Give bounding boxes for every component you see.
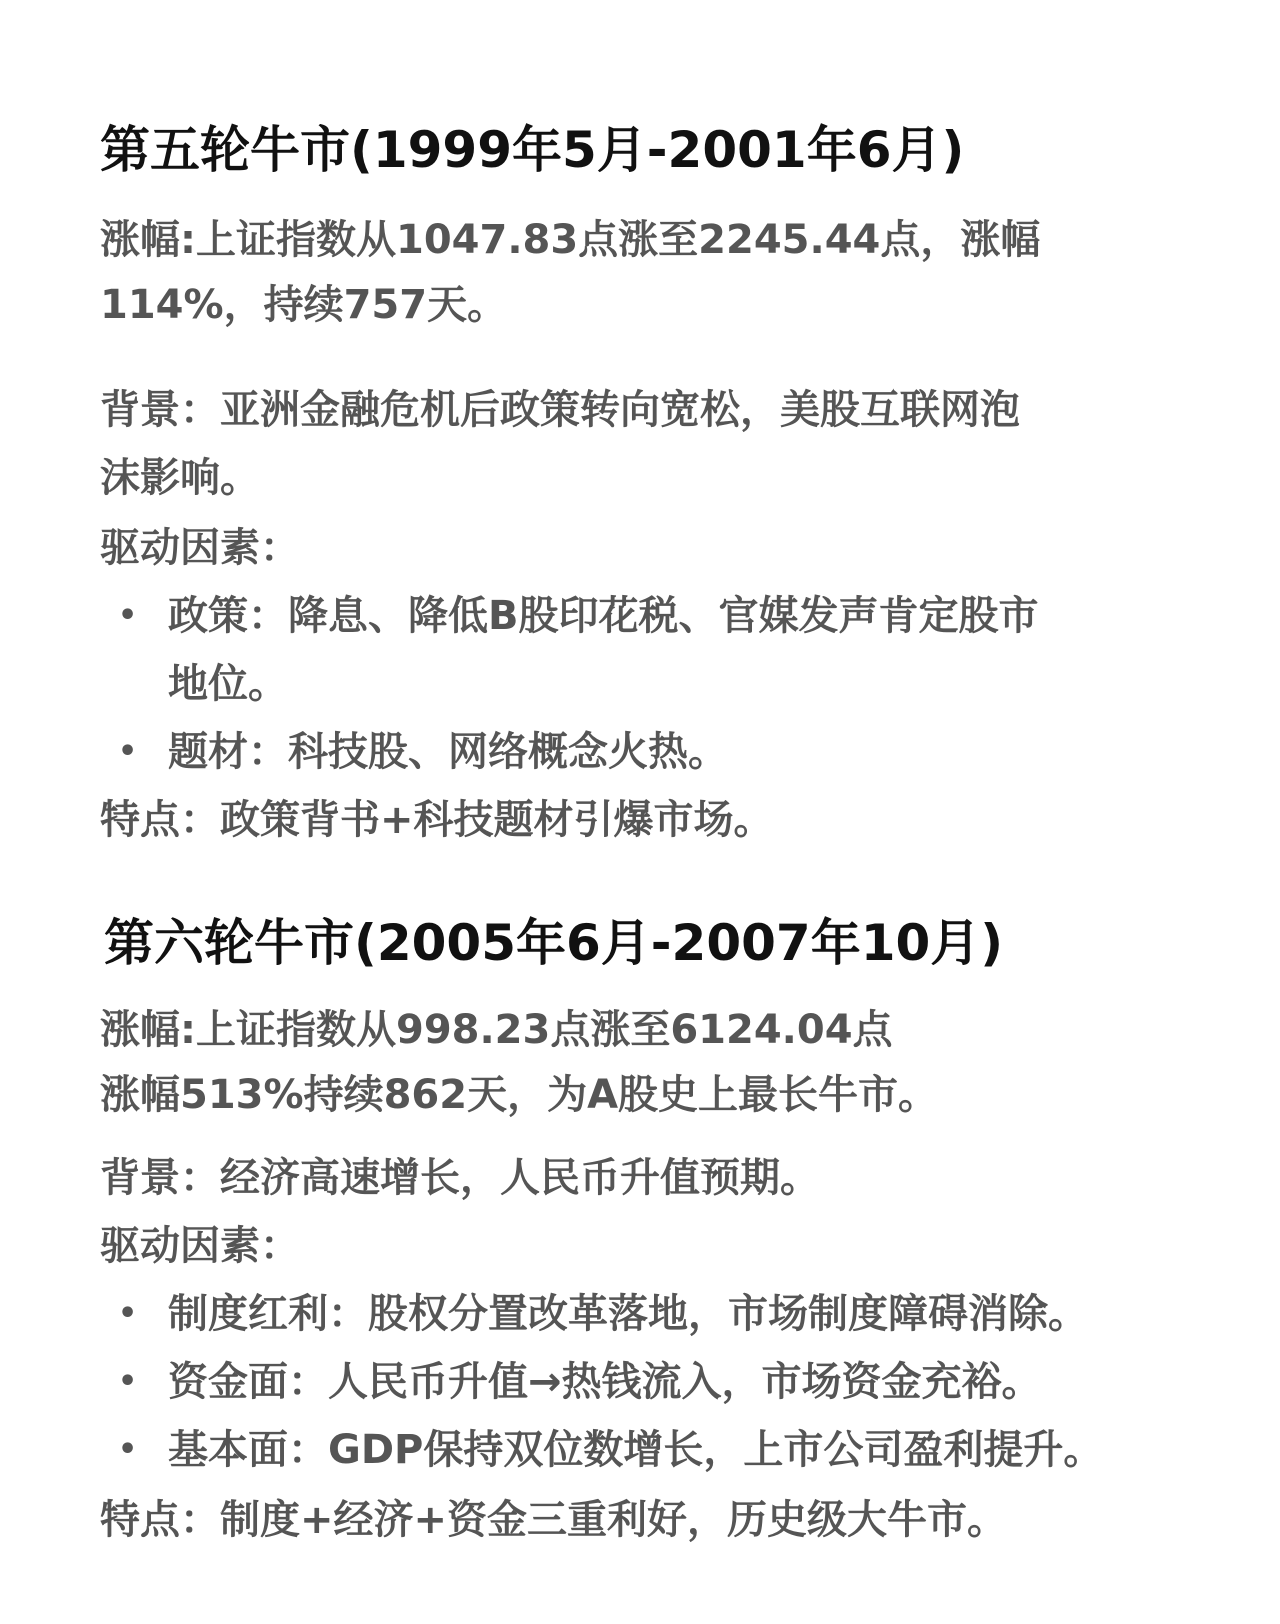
- bullet-icon: •: [118, 734, 138, 769]
- section1-background-line2: 沫影响。: [100, 455, 260, 501]
- section1-gain-line2: 114%，持续757天。: [100, 282, 508, 328]
- section1-drivers-label: 驱动因素：: [100, 525, 300, 571]
- section1-features: 特点：政策背书+科技题材引爆市场。: [100, 797, 774, 843]
- section2-bullet3: 基本面：GDP保持双位数增长，上市公司盈利提升。: [168, 1427, 1104, 1473]
- section2-bullet1: 制度红利：股权分置改革落地，市场制度障碍消除。: [168, 1291, 1088, 1337]
- section2-gain-line2: 涨幅513%持续862天，为A股史上最长牛市。: [100, 1072, 939, 1118]
- bullet-icon: •: [118, 1432, 138, 1467]
- section1-gain-line1: 涨幅:上证指数从1047.83点涨至2245.44点，涨幅: [100, 217, 1041, 263]
- section1-bullet1-line1: 政策：降息、降低B股印花税、官媒发声肯定股市: [168, 593, 1039, 639]
- section1-bullet1-line2: 地位。: [168, 661, 288, 707]
- section2-background: 背景：经济高速增长，人民币升值预期。: [100, 1155, 820, 1201]
- bullet-icon: •: [118, 598, 138, 633]
- bullet-icon: •: [118, 1364, 138, 1399]
- section2-bullet2: 资金面：人民币升值→热钱流入，市场资金充裕。: [168, 1359, 1042, 1405]
- section1-bullet2: 题材：科技股、网络概念火热。: [168, 729, 728, 775]
- section1-background-line1: 背景：亚洲金融危机后政策转向宽松，美股互联网泡: [100, 387, 1020, 433]
- section2-drivers-label: 驱动因素：: [100, 1223, 300, 1269]
- bullet-icon: •: [118, 1296, 138, 1331]
- section2-gain-line1: 涨幅:上证指数从998.23点涨至6124.04点: [100, 1007, 893, 1053]
- section2-title: 第六轮牛市(2005年6月-2007年10月): [104, 914, 1004, 972]
- section1-title: 第五轮牛市(1999年5月-2001年6月): [100, 121, 965, 179]
- section2-features: 特点：制度+经济+资金三重利好，历史级大牛市。: [100, 1497, 1008, 1543]
